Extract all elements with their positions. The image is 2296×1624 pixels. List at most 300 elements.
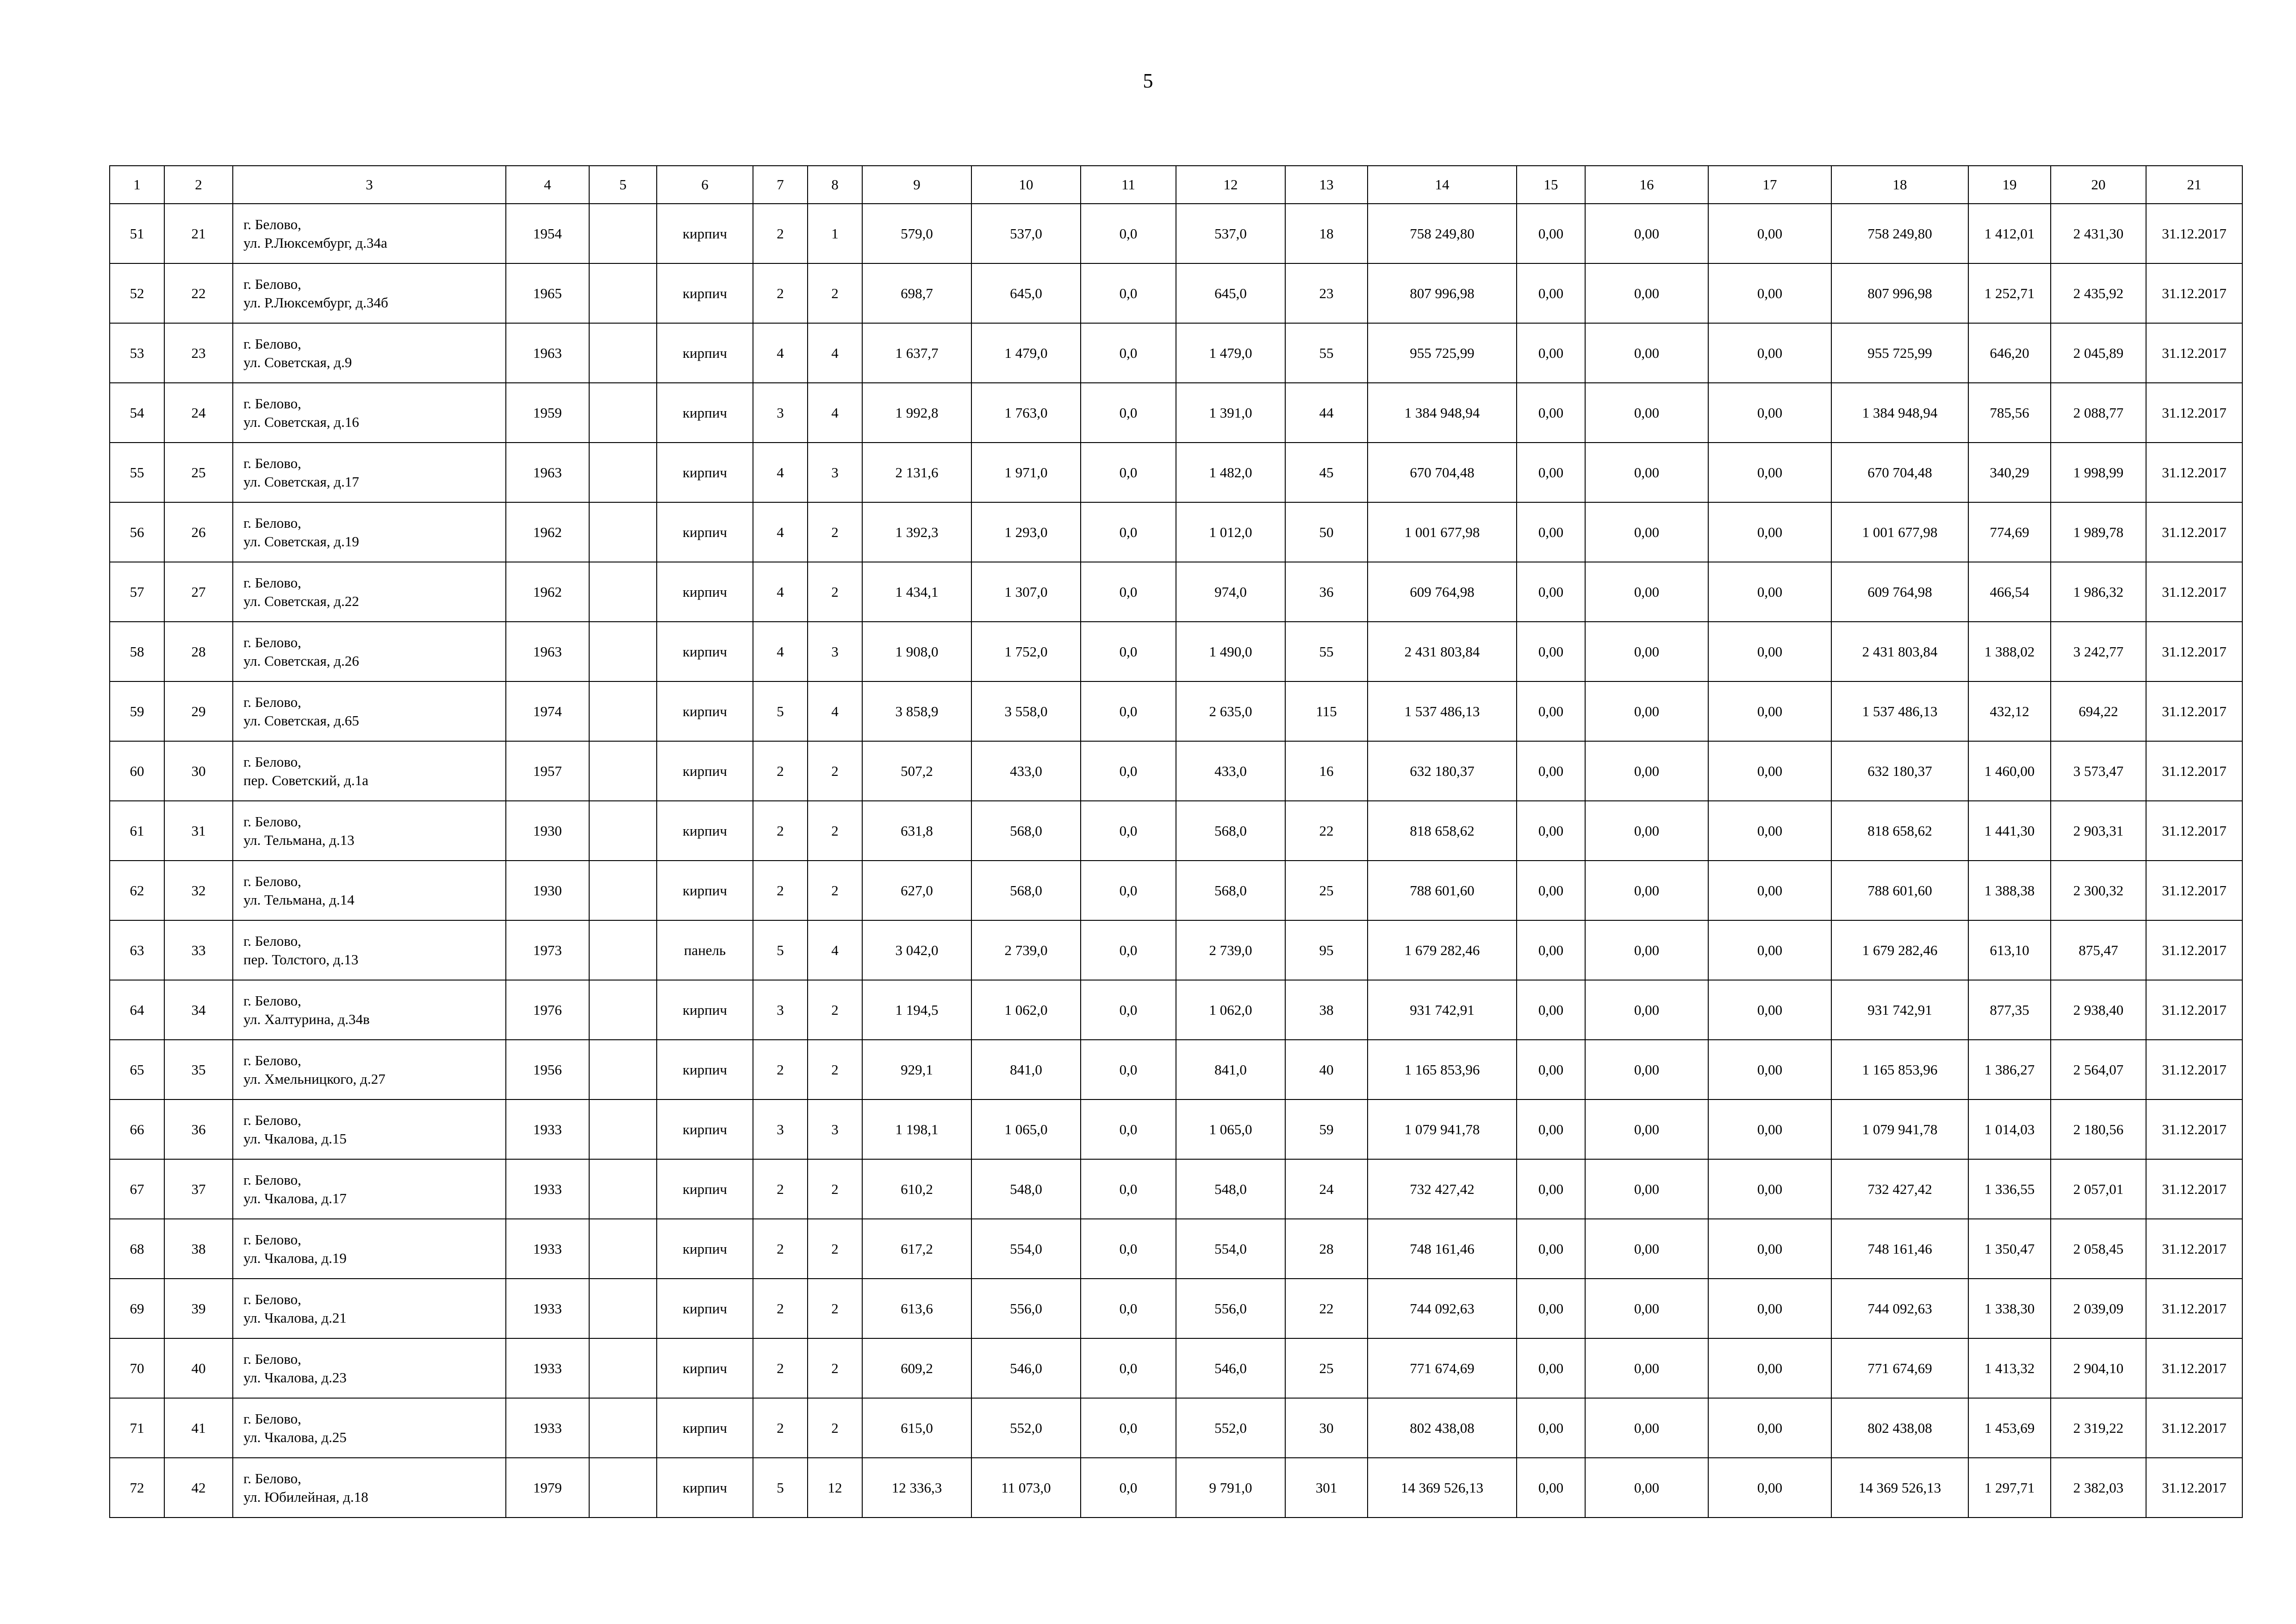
wall-material-cell: кирпич [657, 801, 753, 861]
col15-cell: 0,00 [1517, 323, 1585, 383]
date-cell: 31.12.2017 [2146, 861, 2242, 920]
col19-cell: 1 014,03 [1968, 1099, 2051, 1159]
col15-cell: 0,00 [1517, 622, 1585, 681]
col7-cell: 4 [753, 323, 808, 383]
col19-cell: 1 413,32 [1968, 1338, 2051, 1398]
address-street: пер. Советский, д.1а [243, 772, 368, 788]
address-city: г. Белово, [243, 813, 301, 830]
table-row [110, 323, 2242, 383]
wall-material-cell: кирпич [657, 1159, 753, 1219]
col10-cell: 1 752,0 [971, 622, 1081, 681]
house-index-cell: 36 [164, 1099, 233, 1159]
col8-cell: 2 [808, 1040, 862, 1099]
address-cell [233, 1458, 506, 1518]
col8-cell: 2 [808, 801, 862, 861]
house-index-cell: 27 [164, 562, 233, 622]
build-year-cell: 1954 [506, 204, 589, 263]
col11-cell: 0,0 [1081, 1159, 1176, 1219]
col9-cell: 698,7 [862, 263, 971, 323]
house-index-cell: 26 [164, 502, 233, 562]
col5-cell [589, 323, 657, 383]
col10-cell: 548,0 [971, 1159, 1081, 1219]
wall-material-cell: кирпич [657, 383, 753, 443]
address-street: ул. Тельмана, д.14 [243, 891, 355, 908]
address-street: ул. Советская, д.22 [243, 593, 359, 609]
column-header: 19 [1968, 166, 2051, 204]
col15-cell: 0,00 [1517, 502, 1585, 562]
col13-cell: 55 [1285, 622, 1368, 681]
row-number-cell: 51 [110, 204, 164, 263]
col16-cell: 0,00 [1585, 1099, 1708, 1159]
col17-cell: 0,00 [1708, 622, 1831, 681]
col12-cell: 1 490,0 [1176, 622, 1285, 681]
house-index-cell: 31 [164, 801, 233, 861]
col18-cell: 1 537 486,13 [1831, 681, 1968, 741]
col12-cell: 2 739,0 [1176, 920, 1285, 980]
col15-cell: 0,00 [1517, 263, 1585, 323]
col14-cell: 758 249,80 [1368, 204, 1517, 263]
date-cell: 31.12.2017 [2146, 920, 2242, 980]
row-number-cell: 70 [110, 1338, 164, 1398]
col9-cell: 1 992,8 [862, 383, 971, 443]
wall-material-cell: кирпич [657, 562, 753, 622]
date-cell: 31.12.2017 [2146, 1040, 2242, 1099]
col19-cell: 1 350,47 [1968, 1219, 2051, 1279]
col5-cell [589, 562, 657, 622]
col16-cell: 0,00 [1585, 323, 1708, 383]
col18-cell: 955 725,99 [1831, 323, 1968, 383]
col8-cell: 2 [808, 263, 862, 323]
col15-cell: 0,00 [1517, 383, 1585, 443]
col18-cell: 758 249,80 [1831, 204, 1968, 263]
col12-cell: 841,0 [1176, 1040, 1285, 1099]
col20-cell: 2 300,32 [2051, 861, 2146, 920]
col20-cell: 1 989,78 [2051, 502, 2146, 562]
col5-cell [589, 1458, 657, 1518]
col13-cell: 38 [1285, 980, 1368, 1040]
address-cell [233, 204, 506, 263]
col10-cell: 1 763,0 [971, 383, 1081, 443]
col9-cell: 2 131,6 [862, 443, 971, 502]
col15-cell: 0,00 [1517, 443, 1585, 502]
column-header: 20 [2051, 166, 2146, 204]
address-city: г. Белово, [243, 1231, 301, 1248]
col16-cell: 0,00 [1585, 1219, 1708, 1279]
col17-cell: 0,00 [1708, 1398, 1831, 1458]
col7-cell: 3 [753, 383, 808, 443]
col17-cell: 0,00 [1708, 920, 1831, 980]
col13-cell: 115 [1285, 681, 1368, 741]
col8-cell: 2 [808, 1219, 862, 1279]
col17-cell: 0,00 [1708, 562, 1831, 622]
col16-cell: 0,00 [1585, 1458, 1708, 1518]
col16-cell: 0,00 [1585, 920, 1708, 980]
col18-cell: 818 658,62 [1831, 801, 1968, 861]
col8-cell: 2 [808, 1398, 862, 1458]
col10-cell: 568,0 [971, 861, 1081, 920]
col20-cell: 2 431,30 [2051, 204, 2146, 263]
col18-cell: 788 601,60 [1831, 861, 1968, 920]
col20-cell: 2 382,03 [2051, 1458, 2146, 1518]
address-cell [233, 622, 506, 681]
col13-cell: 22 [1285, 801, 1368, 861]
house-index-cell: 41 [164, 1398, 233, 1458]
wall-material-cell: кирпич [657, 1279, 753, 1338]
col12-cell: 556,0 [1176, 1279, 1285, 1338]
column-header: 13 [1285, 166, 1368, 204]
address-street: ул. Советская, д.17 [243, 473, 359, 490]
col15-cell: 0,00 [1517, 741, 1585, 801]
address-street: ул. Юбилейная, д.18 [243, 1488, 368, 1505]
col12-cell: 1 062,0 [1176, 980, 1285, 1040]
col20-cell: 2 180,56 [2051, 1099, 2146, 1159]
date-cell: 31.12.2017 [2146, 323, 2242, 383]
build-year-cell: 1933 [506, 1099, 589, 1159]
address-cell [233, 1099, 506, 1159]
row-number-cell: 67 [110, 1159, 164, 1219]
col11-cell: 0,0 [1081, 1099, 1176, 1159]
address-cell [233, 1040, 506, 1099]
col11-cell: 0,0 [1081, 1219, 1176, 1279]
house-index-cell: 23 [164, 323, 233, 383]
col5-cell [589, 1219, 657, 1279]
row-number-cell: 68 [110, 1219, 164, 1279]
build-year-cell: 1933 [506, 1279, 589, 1338]
date-cell: 31.12.2017 [2146, 1099, 2242, 1159]
col20-cell: 2 057,01 [2051, 1159, 2146, 1219]
house-index-cell: 30 [164, 741, 233, 801]
date-cell: 31.12.2017 [2146, 263, 2242, 323]
build-year-cell: 1933 [506, 1338, 589, 1398]
col15-cell: 0,00 [1517, 1159, 1585, 1219]
col7-cell: 4 [753, 443, 808, 502]
wall-material-cell: кирпич [657, 1219, 753, 1279]
date-cell: 31.12.2017 [2146, 622, 2242, 681]
address-cell [233, 801, 506, 861]
col11-cell: 0,0 [1081, 323, 1176, 383]
col11-cell: 0,0 [1081, 1279, 1176, 1338]
col19-cell: 432,12 [1968, 681, 2051, 741]
col7-cell: 3 [753, 980, 808, 1040]
col19-cell: 646,20 [1968, 323, 2051, 383]
address-cell [233, 1398, 506, 1458]
col14-cell: 807 996,98 [1368, 263, 1517, 323]
build-year-cell: 1957 [506, 741, 589, 801]
housing-registry-table [109, 165, 2243, 1518]
col12-cell: 1 482,0 [1176, 443, 1285, 502]
col14-cell: 1 384 948,94 [1368, 383, 1517, 443]
col5-cell [589, 741, 657, 801]
col11-cell: 0,0 [1081, 562, 1176, 622]
col16-cell: 0,00 [1585, 861, 1708, 920]
col18-cell: 14 369 526,13 [1831, 1458, 1968, 1518]
address-city: г. Белово, [243, 753, 301, 770]
col13-cell: 59 [1285, 1099, 1368, 1159]
col7-cell: 2 [753, 861, 808, 920]
col14-cell: 2 431 803,84 [1368, 622, 1517, 681]
row-number-cell: 61 [110, 801, 164, 861]
col14-cell: 1 079 941,78 [1368, 1099, 1517, 1159]
address-city: г. Белово, [243, 873, 301, 889]
col12-cell: 568,0 [1176, 861, 1285, 920]
table-row [110, 1458, 2242, 1518]
col11-cell: 0,0 [1081, 741, 1176, 801]
col5-cell [589, 383, 657, 443]
date-cell: 31.12.2017 [2146, 1279, 2242, 1338]
column-header: 21 [2146, 166, 2242, 204]
col12-cell: 1 391,0 [1176, 383, 1285, 443]
date-cell: 31.12.2017 [2146, 1159, 2242, 1219]
column-header: 10 [971, 166, 1081, 204]
col11-cell: 0,0 [1081, 681, 1176, 741]
col14-cell: 748 161,46 [1368, 1219, 1517, 1279]
col9-cell: 631,8 [862, 801, 971, 861]
column-header: 2 [164, 166, 233, 204]
address-city: г. Белово, [243, 1291, 301, 1307]
date-cell: 31.12.2017 [2146, 1338, 2242, 1398]
column-number-row [110, 166, 2242, 204]
col8-cell: 2 [808, 562, 862, 622]
col5-cell [589, 1040, 657, 1099]
address-street: ул. Чкалова, д.19 [243, 1249, 347, 1266]
row-number-cell: 71 [110, 1398, 164, 1458]
col10-cell: 1 065,0 [971, 1099, 1081, 1159]
col19-cell: 1 386,27 [1968, 1040, 2051, 1099]
column-header: 4 [506, 166, 589, 204]
date-cell: 31.12.2017 [2146, 1398, 2242, 1458]
address-cell [233, 980, 506, 1040]
wall-material-cell: кирпич [657, 681, 753, 741]
col16-cell: 0,00 [1585, 1040, 1708, 1099]
col8-cell: 2 [808, 1279, 862, 1338]
address-street: ул. Чкалова, д.23 [243, 1369, 347, 1386]
col9-cell: 1 198,1 [862, 1099, 971, 1159]
col5-cell [589, 263, 657, 323]
address-city: г. Белово, [243, 1171, 301, 1188]
col16-cell: 0,00 [1585, 443, 1708, 502]
col15-cell: 0,00 [1517, 1458, 1585, 1518]
col11-cell: 0,0 [1081, 1040, 1176, 1099]
col17-cell: 0,00 [1708, 383, 1831, 443]
col12-cell: 1 479,0 [1176, 323, 1285, 383]
wall-material-cell: кирпич [657, 861, 753, 920]
col13-cell: 50 [1285, 502, 1368, 562]
col5-cell [589, 622, 657, 681]
house-index-cell: 39 [164, 1279, 233, 1338]
col11-cell: 0,0 [1081, 1338, 1176, 1398]
address-cell [233, 562, 506, 622]
col5-cell [589, 861, 657, 920]
col10-cell: 1 479,0 [971, 323, 1081, 383]
col9-cell: 610,2 [862, 1159, 971, 1219]
address-city: г. Белово, [243, 574, 301, 591]
col16-cell: 0,00 [1585, 383, 1708, 443]
col16-cell: 0,00 [1585, 1338, 1708, 1398]
col13-cell: 55 [1285, 323, 1368, 383]
col19-cell: 1 252,71 [1968, 263, 2051, 323]
col11-cell: 0,0 [1081, 801, 1176, 861]
col12-cell: 546,0 [1176, 1338, 1285, 1398]
table-row [110, 920, 2242, 980]
col11-cell: 0,0 [1081, 1458, 1176, 1518]
col20-cell: 1 986,32 [2051, 562, 2146, 622]
col17-cell: 0,00 [1708, 1458, 1831, 1518]
col8-cell: 4 [808, 323, 862, 383]
col7-cell: 2 [753, 801, 808, 861]
table-row [110, 443, 2242, 502]
col10-cell: 11 073,0 [971, 1458, 1081, 1518]
col7-cell: 4 [753, 502, 808, 562]
col13-cell: 40 [1285, 1040, 1368, 1099]
house-index-cell: 21 [164, 204, 233, 263]
house-index-cell: 25 [164, 443, 233, 502]
table-row [110, 1219, 2242, 1279]
wall-material-cell: кирпич [657, 263, 753, 323]
col13-cell: 95 [1285, 920, 1368, 980]
col17-cell: 0,00 [1708, 323, 1831, 383]
row-number-cell: 62 [110, 861, 164, 920]
build-year-cell: 1962 [506, 562, 589, 622]
col17-cell: 0,00 [1708, 443, 1831, 502]
address-cell [233, 1338, 506, 1398]
col7-cell: 2 [753, 1159, 808, 1219]
col13-cell: 44 [1285, 383, 1368, 443]
col18-cell: 771 674,69 [1831, 1338, 1968, 1398]
col7-cell: 2 [753, 741, 808, 801]
col13-cell: 30 [1285, 1398, 1368, 1458]
col16-cell: 0,00 [1585, 263, 1708, 323]
date-cell: 31.12.2017 [2146, 681, 2242, 741]
address-cell [233, 1159, 506, 1219]
col16-cell: 0,00 [1585, 502, 1708, 562]
col9-cell: 627,0 [862, 861, 971, 920]
col5-cell [589, 204, 657, 263]
address-city: г. Белово, [243, 1470, 301, 1487]
wall-material-cell: кирпич [657, 1458, 753, 1518]
address-city: г. Белово, [243, 514, 301, 531]
col13-cell: 25 [1285, 861, 1368, 920]
wall-material-cell: кирпич [657, 980, 753, 1040]
col14-cell: 732 427,42 [1368, 1159, 1517, 1219]
col7-cell: 2 [753, 1279, 808, 1338]
col20-cell: 3 573,47 [2051, 741, 2146, 801]
col20-cell: 2 319,22 [2051, 1398, 2146, 1458]
build-year-cell: 1963 [506, 443, 589, 502]
wall-material-cell: кирпич [657, 622, 753, 681]
table-row [110, 801, 2242, 861]
table-row [110, 1398, 2242, 1458]
col13-cell: 36 [1285, 562, 1368, 622]
col9-cell: 1 908,0 [862, 622, 971, 681]
row-number-cell: 54 [110, 383, 164, 443]
col10-cell: 1 307,0 [971, 562, 1081, 622]
col14-cell: 955 725,99 [1368, 323, 1517, 383]
col10-cell: 433,0 [971, 741, 1081, 801]
address-cell [233, 1279, 506, 1338]
col12-cell: 1 065,0 [1176, 1099, 1285, 1159]
col10-cell: 546,0 [971, 1338, 1081, 1398]
col9-cell: 12 336,3 [862, 1458, 971, 1518]
col16-cell: 0,00 [1585, 681, 1708, 741]
col8-cell: 2 [808, 861, 862, 920]
address-city: г. Белово, [243, 1052, 301, 1068]
col15-cell: 0,00 [1517, 861, 1585, 920]
col5-cell [589, 443, 657, 502]
col18-cell: 2 431 803,84 [1831, 622, 1968, 681]
build-year-cell: 1956 [506, 1040, 589, 1099]
table-row [110, 1279, 2242, 1338]
col8-cell: 3 [808, 443, 862, 502]
address-city: г. Белово, [243, 693, 301, 710]
build-year-cell: 1933 [506, 1219, 589, 1279]
col20-cell: 2 904,10 [2051, 1338, 2146, 1398]
col19-cell: 340,29 [1968, 443, 2051, 502]
col14-cell: 818 658,62 [1368, 801, 1517, 861]
col19-cell: 774,69 [1968, 502, 2051, 562]
date-cell: 31.12.2017 [2146, 562, 2242, 622]
col16-cell: 0,00 [1585, 622, 1708, 681]
address-cell [233, 741, 506, 801]
col19-cell: 1 297,71 [1968, 1458, 2051, 1518]
house-index-cell: 42 [164, 1458, 233, 1518]
col20-cell: 2 058,45 [2051, 1219, 2146, 1279]
col13-cell: 24 [1285, 1159, 1368, 1219]
table-row [110, 1099, 2242, 1159]
col12-cell: 974,0 [1176, 562, 1285, 622]
col18-cell: 744 092,63 [1831, 1279, 1968, 1338]
col9-cell: 617,2 [862, 1219, 971, 1279]
row-number-cell: 63 [110, 920, 164, 980]
address-city: г. Белово, [243, 1350, 301, 1367]
col8-cell: 12 [808, 1458, 862, 1518]
col10-cell: 645,0 [971, 263, 1081, 323]
col16-cell: 0,00 [1585, 980, 1708, 1040]
address-street: пер. Толстого, д.13 [243, 951, 359, 968]
col8-cell: 2 [808, 502, 862, 562]
col9-cell: 507,2 [862, 741, 971, 801]
col14-cell: 1 165 853,96 [1368, 1040, 1517, 1099]
col10-cell: 556,0 [971, 1279, 1081, 1338]
row-number-cell: 65 [110, 1040, 164, 1099]
col13-cell: 16 [1285, 741, 1368, 801]
col14-cell: 931 742,91 [1368, 980, 1517, 1040]
row-number-cell: 58 [110, 622, 164, 681]
col11-cell: 0,0 [1081, 383, 1176, 443]
build-year-cell: 1962 [506, 502, 589, 562]
address-cell [233, 383, 506, 443]
col8-cell: 2 [808, 1159, 862, 1219]
col8-cell: 2 [808, 741, 862, 801]
col5-cell [589, 1159, 657, 1219]
col14-cell: 14 369 526,13 [1368, 1458, 1517, 1518]
house-index-cell: 38 [164, 1219, 233, 1279]
row-number-cell: 59 [110, 681, 164, 741]
col14-cell: 632 180,37 [1368, 741, 1517, 801]
col10-cell: 552,0 [971, 1398, 1081, 1458]
col19-cell: 877,35 [1968, 980, 2051, 1040]
address-city: г. Белово, [243, 1410, 301, 1427]
col18-cell: 632 180,37 [1831, 741, 1968, 801]
col11-cell: 0,0 [1081, 502, 1176, 562]
address-street: ул. Советская, д.65 [243, 712, 359, 729]
address-street: ул. Тельмана, д.13 [243, 831, 355, 848]
col19-cell: 1 441,30 [1968, 801, 2051, 861]
col11-cell: 0,0 [1081, 263, 1176, 323]
date-cell: 31.12.2017 [2146, 980, 2242, 1040]
col12-cell: 2 635,0 [1176, 681, 1285, 741]
address-city: г. Белово, [243, 1112, 301, 1128]
col7-cell: 5 [753, 1458, 808, 1518]
